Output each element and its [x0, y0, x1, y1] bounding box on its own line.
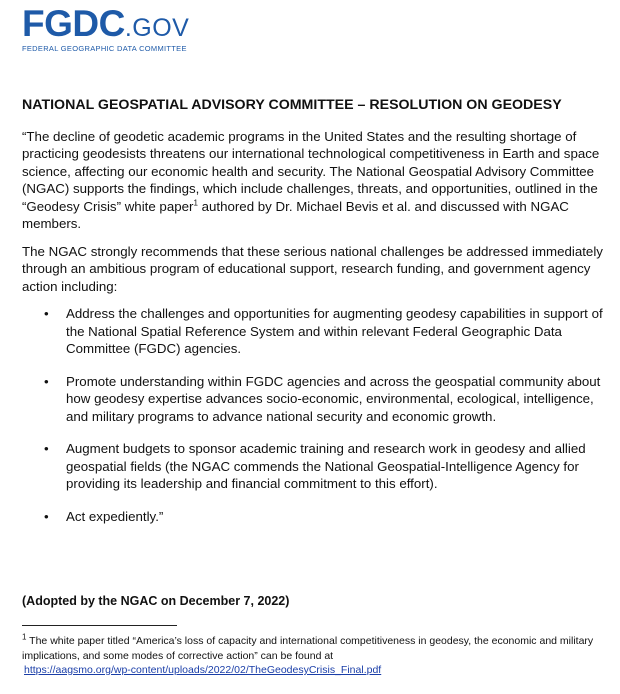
- footnote-link[interactable]: https://aagsmo.org/wp-content/uploads/2022/02/TheGeodesyCrisis_Final.pdf: [24, 664, 382, 676]
- logo-name: FGDC: [22, 3, 125, 44]
- footnote-number: 1: [22, 632, 27, 642]
- logo-subtitle: FEDERAL GEOGRAPHIC DATA COMMITTEE: [22, 44, 187, 53]
- footnote-text: The white paper titled “America’s loss of capacity and international competitiveness in geodesy, the economic and military implications, and some modes of corrective action” can be found at: [22, 635, 594, 662]
- footnote-divider: [22, 625, 177, 626]
- logo-wordmark: [22, 2, 189, 50]
- list-item: • Promote understanding within FGDC agencies and across the geospatial community about how geodesy expertise advances socio-economic, environmental, ecological, intelligence, and military programs to advance national security and economic growth.: [22, 373, 604, 426]
- logo-suffix: .GOV: [124, 14, 190, 42]
- list-item: • Address the challenges and opportunities for augmenting geodesy capabilities in support of the National Spatial Reference System and within relevant Federal Geographic Data Committee (FGDC) agencies.: [22, 305, 604, 358]
- footnote-link-line: [22, 663, 612, 678]
- adoption-note: (Adopted by the NGAC on December 7, 2022): [22, 594, 290, 608]
- intro-text-continued: authored by Dr. Michael Bevis et al. and discussed with NGAC members.: [22, 198, 569, 231]
- fgdc-logo[interactable]: [22, 2, 189, 53]
- intro-text: “The decline of geodetic academic programs in the United States and the resulting shortage of practicing geodesists threatens our international technological competitiveness in Earth and space science, affecting our economic health and security. The National Geospatial Advisory Committee (NGAC) supports the findings, which include challenges, threats, and opportunities, outlined in the “Geodesy Crisis” white paper: [22, 128, 600, 214]
- footnote: [22, 634, 612, 678]
- footnote-reference[interactable]: 1: [193, 198, 198, 208]
- list-item: • Act expediently.”: [22, 508, 604, 526]
- footnote-text-line: [22, 634, 612, 663]
- intro-paragraph: [22, 128, 604, 233]
- recommendation-list: [22, 305, 604, 525]
- document-heading: NATIONAL GEOSPATIAL ADVISORY COMMITTEE – RESOLUTION ON GEODESY: [22, 97, 562, 113]
- list-item: • Augment budgets to sponsor academic training and research work in geodesy and allied geospatial fields (the NGAC commends the National Geospatial-Intelligence Agency for providing its leadership and financial commitment to this effort).: [22, 440, 604, 493]
- recommendation-paragraph: The NGAC strongly recommends that these serious national challenges be addressed immediately through an ambitious program of educational support, research funding, and government agency action including:: [22, 243, 603, 294]
- document-body: [22, 97, 604, 540]
